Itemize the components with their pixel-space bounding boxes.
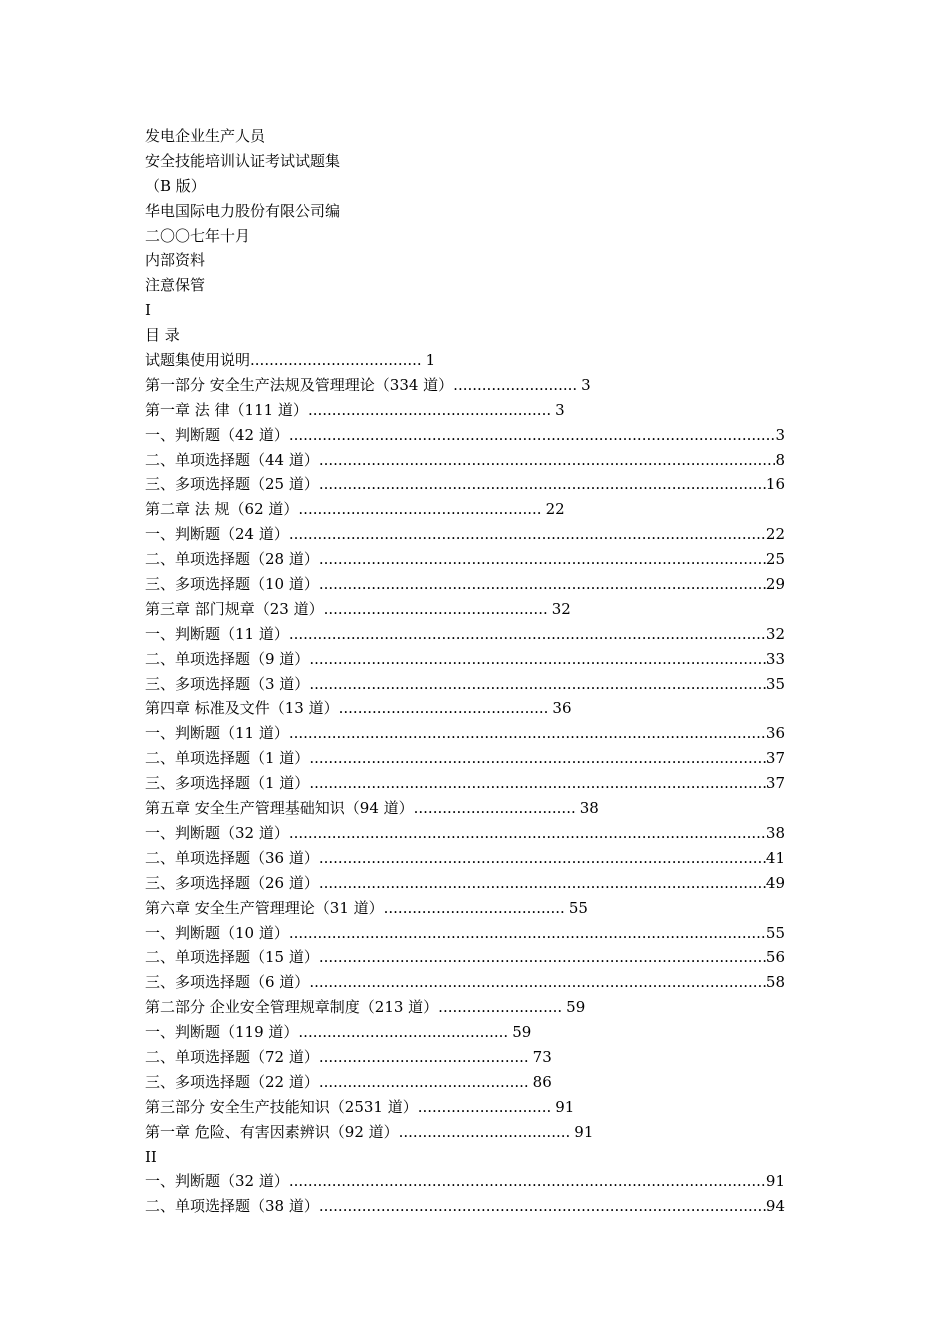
toc-entry[interactable] xyxy=(145,373,785,398)
toc-leader-dots xyxy=(289,1169,766,1194)
toc-entry-title: 一、判断题（11 道） xyxy=(145,624,289,643)
toc-entry[interactable] xyxy=(145,472,785,497)
page-number-roman: I xyxy=(145,301,151,320)
toc-entry[interactable] xyxy=(145,572,785,597)
toc-entry-page: 91 xyxy=(574,1122,594,1141)
toc-entry-title: 一、判断题（32 道） xyxy=(145,1172,289,1191)
toc-entry-title: 第二部分 企业安全管理规章制度（213 道） xyxy=(145,998,439,1017)
toc-leader-dots: ............................................ xyxy=(318,1072,529,1091)
toc-entry[interactable] xyxy=(145,721,785,746)
toc-entry-title: 二、单项选择题（36 道） xyxy=(145,848,319,867)
doc-title: 安全技能培训认证考试试题集 xyxy=(145,151,341,170)
toc-entry-page: 56 xyxy=(765,948,785,967)
toc-entry[interactable] xyxy=(145,647,785,672)
toc-entry-page: 37 xyxy=(765,774,785,793)
toc-leader-dots: ............................................ xyxy=(338,699,549,718)
toc-entry-title: 第一章 危险、有害因素辨识（92 道） xyxy=(145,1122,399,1141)
toc-entry-title: 三、多项选择题（10 道） xyxy=(145,575,319,594)
toc-entry[interactable] xyxy=(145,547,785,572)
toc-entry-title: 一、判断题（32 道） xyxy=(145,823,289,842)
toc-entry-page: 38 xyxy=(765,823,785,842)
toc-entry-title: 第一部分 安全生产法规及管理理论（334 道） xyxy=(145,375,454,394)
toc-entry-page: 41 xyxy=(765,848,785,867)
toc-entry[interactable] xyxy=(145,921,785,946)
toc-entry-page: 91 xyxy=(555,1097,575,1116)
toc-leader-dots xyxy=(289,921,766,946)
toc-entry-title: 第三部分 安全生产技能知识（2531 道） xyxy=(145,1097,418,1116)
toc-entry[interactable] xyxy=(145,1070,785,1095)
toc-entry-title: 三、多项选择题（25 道） xyxy=(145,475,319,494)
toc-entry-title: 三、多项选择题（22 道） xyxy=(145,1072,319,1091)
toc-entry-page: 91 xyxy=(765,1172,785,1191)
toc-entry-title: 第二章 法 规（62 道） xyxy=(145,500,299,519)
toc-entry-title: 一、判断题（119 道） xyxy=(145,1023,299,1042)
toc-leader-dots xyxy=(319,846,766,871)
toc-entry-page: 32 xyxy=(765,624,785,643)
toc-leader-dots xyxy=(289,622,766,647)
toc-leader-dots: .................................... xyxy=(398,1122,571,1141)
toc-leader-dots xyxy=(319,871,766,896)
toc-heading: 目 录 xyxy=(145,326,180,345)
toc-entry[interactable] xyxy=(145,348,785,373)
toc-entry-page: 59 xyxy=(566,998,586,1017)
toc-entry[interactable] xyxy=(145,1020,785,1045)
toc-entry[interactable] xyxy=(145,970,785,995)
toc-entry[interactable] xyxy=(145,398,785,423)
toc-entry-title: 二、单项选择题（15 道） xyxy=(145,948,319,967)
toc-entry-title: 一、判断题（11 道） xyxy=(145,724,289,743)
toc-entry[interactable] xyxy=(145,746,785,771)
toc-entry-page: 33 xyxy=(765,649,785,668)
toc-entry-page: 25 xyxy=(765,550,785,569)
toc-leader-dots xyxy=(289,423,776,448)
toc-leader-dots xyxy=(319,547,766,572)
toc-entry-title: 第一章 法 律（111 道） xyxy=(145,400,308,419)
toc-entry[interactable] xyxy=(145,672,785,697)
toc-entry[interactable] xyxy=(145,1095,785,1120)
toc-entry-page: 29 xyxy=(765,575,785,594)
toc-entry-page: 1 xyxy=(425,351,436,370)
toc-list xyxy=(145,348,785,1145)
toc-leader-dots: ................................................... xyxy=(298,500,542,519)
toc-leader-dots: .......................... xyxy=(453,375,578,394)
toc-entry-title: 一、判断题（42 道） xyxy=(145,425,289,444)
toc-entry-title: 二、单项选择题（28 道） xyxy=(145,550,319,569)
toc-entry-title: 三、多项选择题（26 道） xyxy=(145,873,319,892)
toc-leader-dots: ................................................... xyxy=(307,400,552,419)
toc-entry[interactable] xyxy=(145,622,785,647)
toc-entry[interactable] xyxy=(145,995,785,1020)
toc-entry-page: 94 xyxy=(765,1197,785,1216)
document-page xyxy=(145,124,785,1219)
toc-entry-title: 二、单项选择题（38 道） xyxy=(145,1197,319,1216)
toc-entry[interactable] xyxy=(145,771,785,796)
toc-entry[interactable] xyxy=(145,597,785,622)
toc-entry[interactable] xyxy=(145,522,785,547)
toc-entry[interactable] xyxy=(145,896,785,921)
toc-entry[interactable] xyxy=(145,423,785,448)
toc-leader-dots: ............................................... xyxy=(323,599,548,618)
toc-entry[interactable] xyxy=(145,796,785,821)
toc-entry-title: 第四章 标准及文件（13 道） xyxy=(145,699,339,718)
toc-entry-title: 三、多项选择题（3 道） xyxy=(145,674,310,693)
doc-publisher: 华电国际电力股份有限公司编 xyxy=(145,201,341,220)
toc-entry[interactable] xyxy=(145,945,785,970)
toc-entry[interactable] xyxy=(145,1169,785,1194)
toc-list-continued xyxy=(145,1169,785,1219)
toc-entry-page: 35 xyxy=(765,674,785,693)
toc-entry[interactable] xyxy=(145,448,785,473)
toc-leader-dots xyxy=(289,821,766,846)
toc-entry[interactable] xyxy=(145,696,785,721)
toc-leader-dots xyxy=(309,647,766,672)
toc-leader-dots xyxy=(319,1194,766,1219)
toc-leader-dots xyxy=(309,746,766,771)
toc-leader-dots: .................................... xyxy=(250,351,422,370)
doc-edition: （B 版） xyxy=(145,176,206,195)
toc-entry[interactable] xyxy=(145,497,785,522)
toc-leader-dots xyxy=(309,970,766,995)
toc-leader-dots: .................................. xyxy=(413,799,576,818)
toc-leader-dots: .......................... xyxy=(438,998,563,1017)
doc-date: 二〇〇七年十月 xyxy=(145,226,251,245)
toc-entry-page: 22 xyxy=(765,525,785,544)
toc-entry[interactable] xyxy=(145,1045,785,1070)
toc-entry-page: 38 xyxy=(579,799,599,818)
toc-entry-page: 8 xyxy=(775,450,785,469)
toc-leader-dots xyxy=(289,522,766,547)
toc-entry-title: 二、单项选择题（44 道） xyxy=(145,450,319,469)
doc-classification: 内部资料 xyxy=(145,251,206,270)
toc-entry-page: 55 xyxy=(765,923,785,942)
toc-entry-title: 一、判断题（24 道） xyxy=(145,525,289,544)
toc-entry-page: 49 xyxy=(765,873,785,892)
toc-leader-dots xyxy=(309,672,766,697)
toc-entry[interactable] xyxy=(145,1194,785,1219)
toc-entry[interactable] xyxy=(145,1120,785,1145)
page-number-roman-2: II xyxy=(145,1147,157,1166)
toc-entry-title: 二、单项选择题（72 道） xyxy=(145,1047,319,1066)
toc-entry-title: 三、多项选择题（1 道） xyxy=(145,774,310,793)
toc-entry[interactable] xyxy=(145,846,785,871)
toc-leader-dots xyxy=(309,771,766,796)
toc-entry-page: 73 xyxy=(532,1047,552,1066)
toc-leader-dots: ............................................ xyxy=(318,1047,529,1066)
toc-entry-page: 3 xyxy=(581,375,591,394)
toc-leader-dots xyxy=(289,721,766,746)
toc-entry-page: 3 xyxy=(555,400,565,419)
toc-entry-page: 32 xyxy=(551,599,571,618)
toc-entry-title: 试题集使用说明 xyxy=(145,351,251,370)
toc-entry-title: 第六章 安全生产管理理论（31 道） xyxy=(145,898,384,917)
toc-leader-dots xyxy=(319,945,766,970)
toc-leader-dots: ...................................... xyxy=(383,898,565,917)
toc-leader-dots: ............................ xyxy=(417,1097,552,1116)
toc-leader-dots xyxy=(319,448,776,473)
toc-entry-title: 一、判断题（10 道） xyxy=(145,923,289,942)
toc-entry-title: 二、单项选择题（1 道） xyxy=(145,749,310,768)
toc-entry-title: 二、单项选择题（9 道） xyxy=(145,649,310,668)
toc-entry-page: 58 xyxy=(765,973,785,992)
toc-entry-page: 37 xyxy=(765,749,785,768)
toc-leader-dots: ............................................ xyxy=(298,1023,509,1042)
toc-leader-dots xyxy=(319,572,766,597)
toc-leader-dots xyxy=(319,472,766,497)
doc-subtitle: 发电企业生产人员 xyxy=(145,127,266,145)
toc-entry-title: 第五章 安全生产管理基础知识（94 道） xyxy=(145,799,414,818)
toc-entry-page: 22 xyxy=(545,500,565,519)
toc-entry-page: 3 xyxy=(775,425,785,444)
doc-notice: 注意保管 xyxy=(145,276,206,295)
toc-entry-page: 59 xyxy=(512,1023,532,1042)
toc-entry-page: 55 xyxy=(568,898,588,917)
toc-entry-title: 第三章 部门规章（23 道） xyxy=(145,599,324,618)
toc-entry-page: 16 xyxy=(765,475,785,494)
toc-entry-page: 36 xyxy=(552,699,572,718)
toc-entry-page: 86 xyxy=(532,1072,552,1091)
toc-entry[interactable] xyxy=(145,821,785,846)
toc-entry-page: 36 xyxy=(765,724,785,743)
toc-entry[interactable] xyxy=(145,871,785,896)
toc-entry-title: 三、多项选择题（6 道） xyxy=(145,973,310,992)
